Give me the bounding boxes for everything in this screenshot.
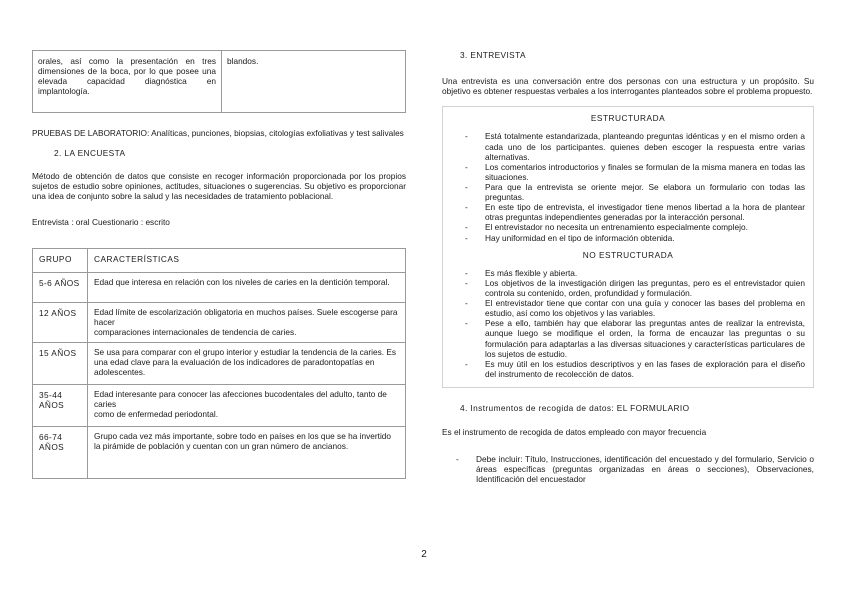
entrevista-line: Entrevista : oral Cuestionario : escrito (32, 216, 170, 227)
characteristics-text: Grupo cada vez más importante, sobre todo en países en los que se ha invertido la pirámide de población y cuentan con un gran número de ancianos. (94, 430, 392, 451)
characteristics-text: Se usa para comparar con el grupo interior y estudiar la tendencia de la caries. Es una edad clave para la evaluación de los indicadores de paradontopatías en adolescentes. (94, 346, 397, 377)
right-column (442, 50, 814, 485)
header-grupo: GRUPO (33, 248, 88, 272)
characteristics-cell (88, 426, 406, 478)
list-item: - Los objetivos de la investigación dirigen las preguntas, pero es el entrevistador quien controla su contenido, orden, profundidad y formulación. (451, 278, 805, 298)
continued-cell-1: orales, así como la presentación en tres dimensiones de la boca, por lo que posee una elevada capacidad diagnóstica en implantología. (33, 51, 222, 113)
table-header-row (33, 248, 406, 272)
section-2-paragraph: Método de obtención de datos que consiste en recoger información proporcionada por los propios sujetos de estudio sobre opiniones, actitudes, situaciones o sugerencias. Su objetivo es proporcionar una idea de conjunto sobre la salud y las necesidades de tratamiento poblacional. (32, 171, 406, 202)
list-item: - Es muy útil en los estudios descriptivos y en las fases de exploración para el diseño del instrumento de recolección de datos. (451, 359, 805, 379)
section-3-paragraph: Una entrevista es una conversación entre dos personas con una estructura y un propósito. Su objetivo es obtener respuestas verbales a los interrogantes planteados sobre el problema propuesto. (442, 76, 814, 97)
characteristics-cell (88, 384, 406, 426)
table-row (33, 272, 406, 302)
structured-list (451, 131, 805, 242)
list-item: - En este tipo de entrevista, el investigador tiene menos libertad a la hora de plantear otras preguntas independientes generadas por la interacción personal. (451, 202, 805, 222)
characteristics-cell (88, 272, 406, 302)
section-2-heading: 2. LA ENCUESTA (54, 148, 126, 159)
page-number: 2 (421, 549, 427, 560)
unstructured-list (451, 268, 805, 379)
characteristics-text: Edad límite de escolarización obligatoria en muchos países. Suele escogerse para hacer (94, 306, 398, 327)
list-item: - Es más flexible y abierta. (451, 268, 805, 278)
group-cell: 12 AÑOS (33, 302, 88, 342)
list-item: - El entrevistador no necesita un entrenamiento especialmente complejo. (451, 222, 805, 232)
continued-table (32, 50, 406, 113)
continued-cell-2: blandos. (222, 51, 406, 113)
characteristics-text: Edad interesante para conocer las afecciones bucodentales del adulto, tanto de caries (94, 388, 387, 409)
characteristics-text: como de enfermedad periodontal. (94, 408, 219, 419)
section-4-heading: 4. Instrumentos de recogida de datos: EL FORMULARIO (460, 402, 690, 413)
structured-title: ESTRUCTURADA (590, 113, 666, 124)
list-item: - Para que la entrevista se oriente mejor. Se elabora un formulario con todas las preguntas. (451, 182, 805, 202)
characteristics-text: Edad que interesa en relación con los niveles de caries en la dentición temporal. (94, 276, 390, 287)
table-row (33, 302, 406, 342)
list-item: - Hay uniformidad en el tipo de información obtenida. (451, 233, 805, 243)
table-row (33, 426, 406, 478)
section-3-heading: 3. ENTREVISTA (460, 50, 526, 60)
unstructured-title: NO ESTRUCTURADA (582, 249, 674, 260)
table-row (33, 384, 406, 426)
list-item: - Pese a ello, también hay que elaborar las preguntas antes de realizar la entrevista, aunque luego se modifique el orden, la forma de encauzar las preguntas o su formulación para adaptarlas a las diversas situaciones y características particulares de los sujetos de estudio. (451, 318, 805, 358)
characteristics-cell (88, 302, 406, 342)
list-item: - Debe incluir: Título, Instrucciones, identificación del encuestado y del formulario, Servicio o áreas específicas (preguntas organizadas en áreas o secciones), Observaciones, Identificación del encuestador (442, 454, 814, 484)
group-cell: 35-44 AÑOS (33, 384, 88, 426)
age-groups-table (32, 248, 406, 479)
list-item: - El entrevistador tiene que contar con una guía y conocer las bases del problema en estudio, así como los objetivos y las variables. (451, 298, 805, 318)
group-cell: 5-6 AÑOS (33, 272, 88, 302)
group-cell: 66-74 AÑOS (33, 426, 88, 478)
list-item: - Los comentarios introductorios y finales se formulan de la misma manera en todas las situaciones. (451, 162, 805, 182)
interview-types-box (442, 106, 814, 388)
section-4-list (442, 454, 814, 484)
characteristics-text: comparaciones internacionales de tendencia de caries. (94, 326, 297, 337)
section-4-paragraph: Es el instrumento de recogida de datos empleado con mayor frecuencia (442, 427, 707, 438)
characteristics-cell (88, 342, 406, 384)
lab-tests-text: PRUEBAS DE LABORATORIO: Analíticas, punciones, biopsias, citologías exfoliativas y test salivales (32, 128, 404, 138)
list-item: - Está totalmente estandarizada, planteando preguntas idénticas y en el mismo orden a cada uno de los participantes. quienes deben escoger la respuesta entre varias alternativas. (451, 131, 805, 161)
group-cell: 15 AÑOS (33, 342, 88, 384)
header-caracteristicas: CARACTERÍSTICAS (88, 248, 406, 272)
table-row (33, 342, 406, 384)
left-column (32, 50, 406, 479)
